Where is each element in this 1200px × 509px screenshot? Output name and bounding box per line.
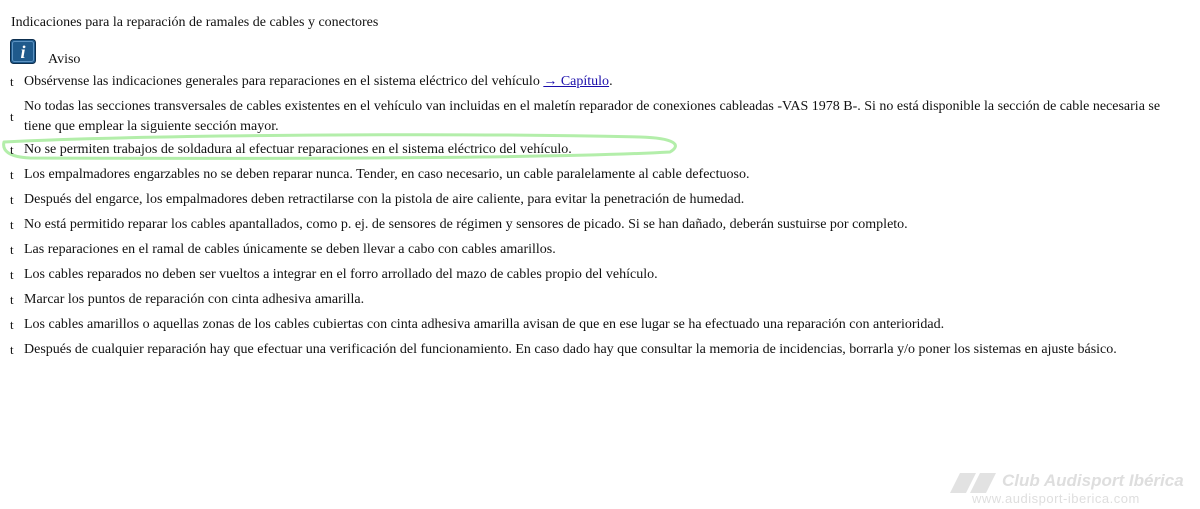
bullet-marker: t bbox=[10, 317, 14, 332]
list-item bbox=[10, 97, 1190, 137]
club-logo-icon bbox=[950, 473, 998, 493]
info-icon bbox=[10, 39, 36, 64]
bullet-text: Obsérvense las indicaciones generales para reparaciones en el sistema eléctrico del vehículo bbox=[24, 74, 544, 89]
notice bbox=[10, 39, 210, 69]
watermark-url: www.audisport-iberica.com bbox=[972, 491, 1140, 506]
info-icon-letter: i bbox=[20, 42, 26, 62]
bullet-text: No todas las secciones transversales de cables existentes en el vehículo van incluidas en el maletín reparador de conexiones cableadas -VAS 1978 B-. Si no está disponible la sección de cable necesaria se tiene que emplear la siguiente sección mayor. bbox=[24, 99, 1161, 134]
page-title: Indicaciones para la reparación de ramales de cables y conectores bbox=[11, 15, 379, 30]
list-item bbox=[10, 290, 1190, 310]
watermark bbox=[950, 459, 1200, 509]
list-item bbox=[10, 240, 1190, 260]
bullet-text: No se permiten trabajos de soldadura al efectuar reparaciones en el sistema eléctrico del vehículo. bbox=[24, 142, 572, 157]
bullet-text: Las reparaciones en el ramal de cables únicamente se deben llevar a cabo con cables amarillos. bbox=[24, 242, 556, 257]
bullet-marker: t bbox=[10, 242, 14, 257]
bullet-list bbox=[10, 72, 1190, 365]
notice-label: Aviso bbox=[48, 52, 81, 67]
bullet-marker: t bbox=[10, 342, 14, 357]
list-item bbox=[10, 265, 1190, 285]
bullet-text: Los cables reparados no deben ser vueltos a integrar en el forro arrollado del mazo de cables propio del vehículo. bbox=[24, 267, 658, 282]
list-item bbox=[10, 215, 1190, 235]
list-item bbox=[10, 340, 1190, 360]
bullet-text: Después del engarce, los empalmadores deben retractilarse con la pistola de aire caliente, para evitar la penetración de humedad. bbox=[24, 192, 745, 207]
list-item bbox=[10, 190, 1190, 210]
bullet-marker: t bbox=[10, 217, 14, 232]
bullet-marker: t bbox=[10, 109, 14, 124]
chapter-link[interactable]: → Capítulo bbox=[543, 74, 610, 89]
list-item bbox=[10, 315, 1190, 335]
bullet-marker: t bbox=[10, 142, 14, 157]
bullet-marker: t bbox=[10, 292, 14, 307]
bullet-text: Después de cualquier reparación hay que efectuar una verificación del funcionamiento. En caso dado hay que consultar la memoria de incidencias, borrarla y/o poner los sistemas en ajuste básico. bbox=[24, 342, 1117, 357]
bullet-text: Marcar los puntos de reparación con cinta adhesiva amarilla. bbox=[24, 292, 365, 307]
bullet-marker: t bbox=[10, 74, 14, 89]
list-item bbox=[10, 140, 1190, 160]
list-item bbox=[10, 72, 1190, 92]
bullet-text: No está permitido reparar los cables apantallados, como p. ej. de sensores de régimen y sensores de picado. Si se han dañado, deberán sustuirse por completo. bbox=[24, 217, 908, 232]
bullet-marker: t bbox=[10, 192, 14, 207]
bullet-marker: t bbox=[10, 167, 14, 182]
watermark-name: Club Audisport Ibérica bbox=[1002, 471, 1184, 490]
bullet-marker: t bbox=[10, 267, 14, 282]
bullet-text: Los empalmadores engarzables no se deben reparar nunca. Tender, en caso necesario, un cable paralelamente al cable defectuoso. bbox=[24, 167, 750, 182]
bullet-text: Los cables amarillos o aquellas zonas de los cables cubiertas con cinta adhesiva amarilla avisan de que en ese lugar se ha efectuado una reparación con anterioridad. bbox=[24, 317, 945, 332]
list-item bbox=[10, 165, 1190, 185]
bullet-text-end: . bbox=[609, 74, 613, 89]
